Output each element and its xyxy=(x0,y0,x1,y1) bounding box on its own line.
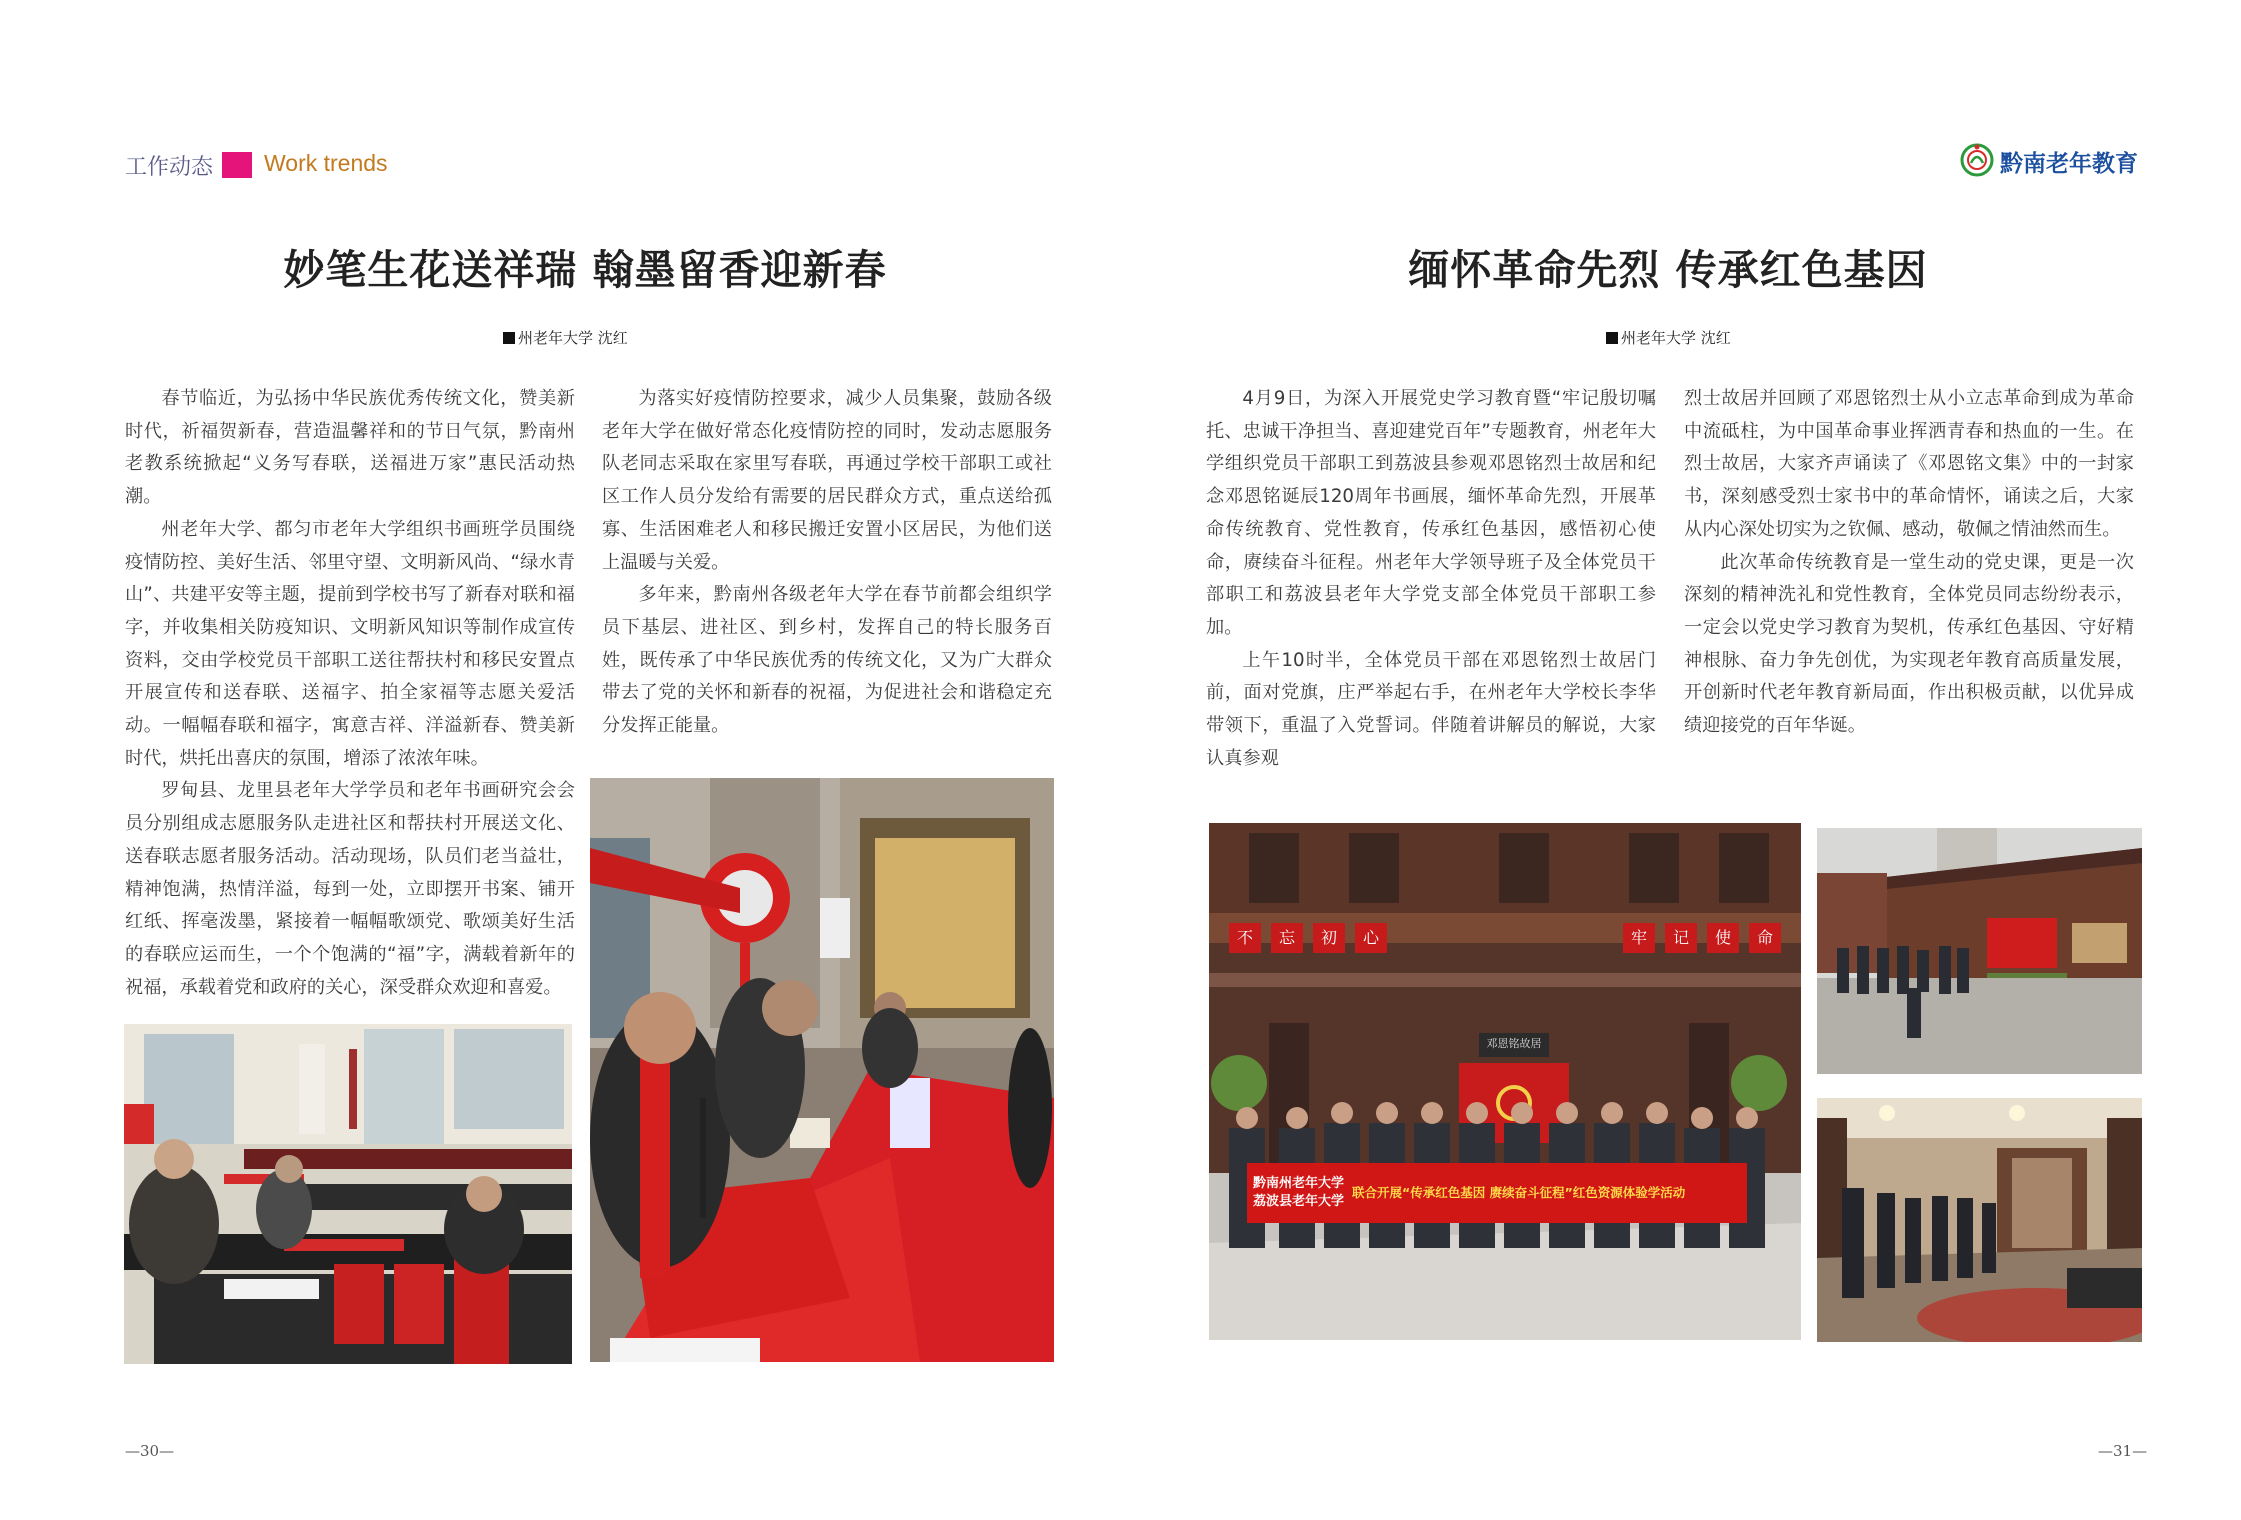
section-marker xyxy=(222,152,252,178)
event-banner xyxy=(1247,1163,1747,1223)
paragraph: 春节临近，为弘扬中华民族优秀传统文化，赞美新时代，祈福贺新春，营造温馨祥和的节日气氛，黔南州老教系统掀起“义务写春联，送福进万家”惠民活动热潮。 xyxy=(125,388,575,508)
slogan-char: 牢 xyxy=(1623,923,1655,953)
section-label-en: Work trends xyxy=(264,150,388,176)
page-number-left: —30— xyxy=(125,1442,175,1460)
logo-emblem-icon xyxy=(1960,143,1994,177)
paragraph: 上午10时半，全体党员干部在邓恩铭烈士故居门前，面对党旗，庄严举起右手，在州老年大学校长李华带领下，重温了入党誓词。伴随着讲解员的解说，大家认真参观 xyxy=(1206,649,1656,769)
slogan-left xyxy=(1229,923,1387,953)
slogan-char: 初 xyxy=(1313,923,1345,953)
paragraph: 罗甸县、龙里县老年大学学员和老年书画研究会会员分别组成志愿服务队走进社区和帮扶村开展送文化、送春联志愿者服务活动。活动现场，队员们老当益壮，精神饱满，热情洋溢，每到一处，立即摆开书案、铺开红纸、挥毫泼墨，紧接着一幅幅歌颂党、歌颂美好生活的春联应运而生，一个个饱满的“福”字，满载着新年的祝福，承载着党和政府的关心，深受群众欢迎和喜爱。 xyxy=(125,780,575,998)
slogan-char: 不 xyxy=(1229,923,1261,953)
slogan-char: 忘 xyxy=(1271,923,1303,953)
right-article-byline xyxy=(1606,327,1731,348)
left-article-column-1 xyxy=(125,383,575,1004)
photo-exhibition-hall xyxy=(1817,1098,2142,1342)
banner-main-text: 联合开展“传承红色基因 赓续奋斗征程”红色资源体验学活动 xyxy=(1352,1185,1686,1200)
paragraph-continued: 烈士故居并回顾了邓恩铭烈士从小立志革命到成为革命中流砥柱，为中国革命事业挥洒青春和热血的一生。在烈士故居，大家齐声诵读了《邓恩铭文集》中的一封家书，深刻感受烈士家书中的革命情怀，诵读之后，大家从内心深处切实为之钦佩、感动，敬佩之情油然而生。 xyxy=(1684,388,2134,540)
magazine-logo xyxy=(1960,143,2140,179)
photo-outdoor-calligraphy xyxy=(590,778,1054,1362)
magazine-name: 黔南老年教育 xyxy=(2000,151,2138,177)
slogan-char: 命 xyxy=(1749,923,1781,953)
paragraph: 4月9日，为深入开展党史学习教育暨“牢记殷切嘱托、忠诚干净担当、喜迎建党百年”专题教育，州老年大学组织党员干部职工到荔波县参观邓恩铭烈士故居和纪念邓恩铭诞辰120周年书画展，缅怀革命先烈，开展革命传统教育、党性教育，传承红色基因，感悟初心使命，赓续奋斗征程。州老年大学领导班子及全体党员干部职工和荔波县老年大学党支部全体党员干部职工参加。 xyxy=(1206,388,1656,638)
slogan-char: 记 xyxy=(1665,923,1697,953)
byline-marker xyxy=(1606,332,1618,344)
right-article-column-2 xyxy=(1684,383,2134,743)
right-byline-text: 州老年大学 沈红 xyxy=(1621,329,1731,347)
slogan-char: 使 xyxy=(1707,923,1739,953)
paragraph: 多年来，黔南州各级老年大学在春节前都会组织学员下基层、进社区、到乡村，发挥自己的特长服务百姓，既传承了中华民族优秀的传统文化，又为广大群众带去了党的关怀和新春的祝福，为促进社会和谐稳定充分发挥正能量。 xyxy=(602,584,1052,737)
right-article-column-1 xyxy=(1206,383,1656,775)
banner-line-2: 荔波县老年大学 xyxy=(1253,1194,1345,1209)
left-article-byline xyxy=(503,327,628,348)
slogan-char: 心 xyxy=(1355,923,1387,953)
photo-courtyard xyxy=(1817,828,2142,1074)
paragraph: 为落实好疫情防控要求，减少人员集聚，鼓励各级老年大学在做好常态化疫情防控的同时，发动志愿服务队老同志采取在家里写春联，再通过学校干部职工或社区工作人员分发给有需要的居民群众方式，重点送给孤寡、生活困难老人和移民搬迁安置小区居民，为他们送上温暖与关爱。 xyxy=(602,388,1052,573)
photo-calligraphy-classroom xyxy=(124,1024,572,1364)
byline-marker xyxy=(503,332,515,344)
left-byline-text: 州老年大学 沈红 xyxy=(518,329,628,347)
paragraph: 此次革命传统教育是一堂生动的党史课，更是一次深刻的精神洗礼和党性教育，全体党员同志纷纷表示，一定会以党史学习教育为契机，传承红色基因、守好精神根脉、奋力争先创优，为实现老年教育高质量发展，开创新时代老年教育新局面，作出积极贡献，以优异成绩迎接党的百年华诞。 xyxy=(1684,551,2134,737)
page-number-right: —31— xyxy=(2098,1442,2148,1460)
section-label-cn: 工作动态 xyxy=(125,155,214,180)
slogan-right xyxy=(1623,923,1781,953)
left-article-column-2 xyxy=(602,383,1052,743)
residence-plaque: 邓恩铭故居 xyxy=(1486,1037,1542,1050)
photo-group-former-residence xyxy=(1209,823,1801,1340)
paragraph: 州老年大学、都匀市老年大学组织书画班学员围绕疫情防控、美好生活、邻里守望、文明新风尚、“绿水青山”、共建平安等主题，提前到学校书写了新春对联和福字，并收集相关防疫知识、文明新风知识等制作成宣传资料，交由学校党员干部职工送往帮扶村和移民安置点开展宣传和送春联、送福字、拍全家福等志愿关爱活动。一幅幅春联和福字，寓意吉祥、洋溢新春、赞美新时代，烘托出喜庆的氛围，增添了浓浓年味。 xyxy=(125,518,575,769)
left-article-title: 妙笔生花送祥瑞 翰墨留香迎新春 xyxy=(283,246,887,294)
right-article-title: 缅怀革命先烈 传承红色基因 xyxy=(1408,246,1928,294)
banner-line-1: 黔南州老年大学 xyxy=(1253,1176,1345,1191)
